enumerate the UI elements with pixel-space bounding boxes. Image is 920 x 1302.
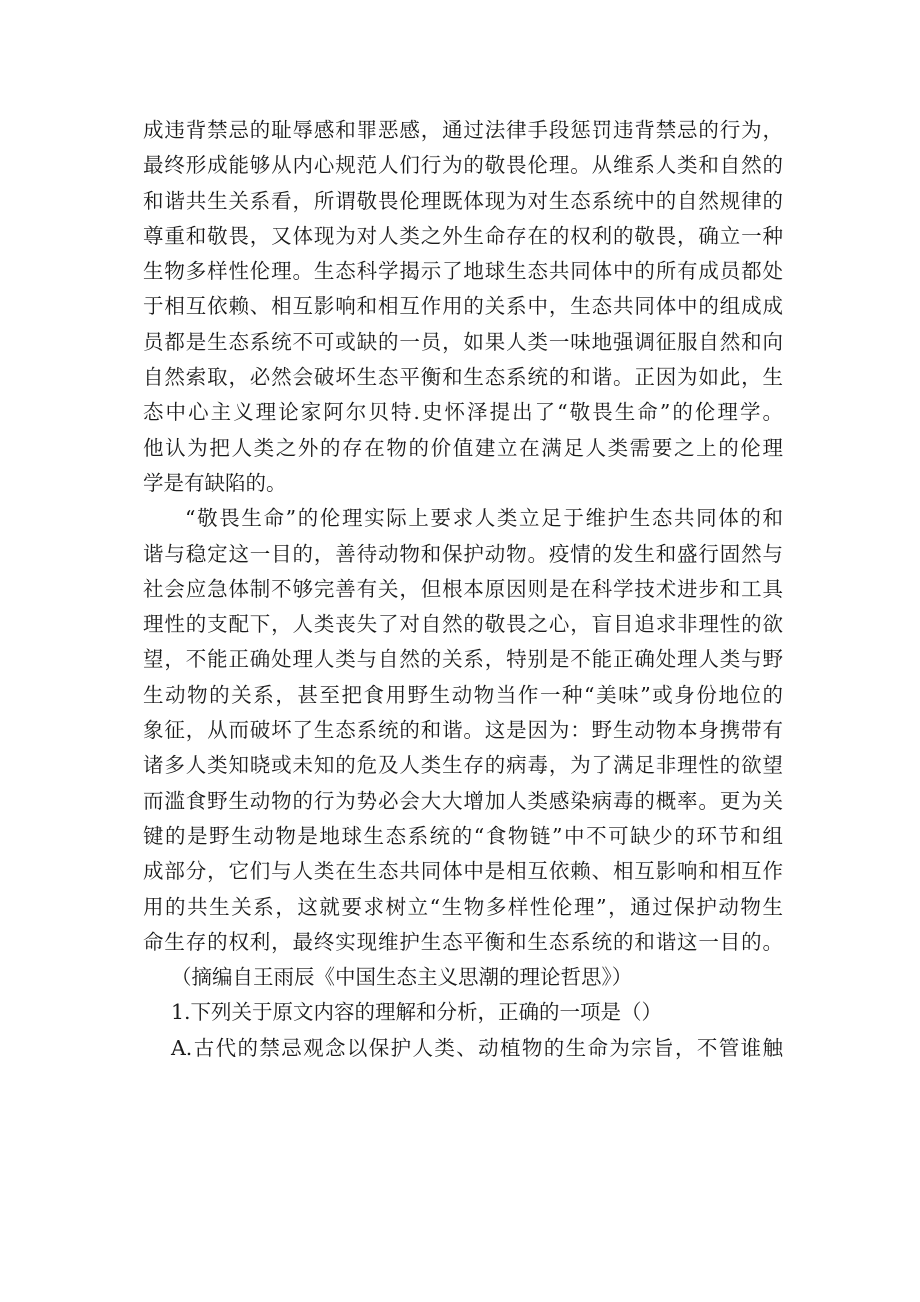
- paragraph-1: [143, 113, 783, 501]
- text-line: 员都是生态系统不可或缺的一员，如果人类一味地强调征服自然和向: [143, 329, 783, 354]
- body-text: [143, 113, 783, 1066]
- text-line: 和谐共生关系看，所谓敬畏伦理既体现为对生态系统中的自然规律的: [143, 188, 783, 213]
- text-line: 成部分，它们与人类在生态共同体中是相互依赖、相互影响和相互作: [143, 859, 783, 884]
- text-line: “敬畏生命”的伦理实际上要求人类立足于维护生态共同体的和: [185, 506, 783, 531]
- text-line: 社会应急体制不够完善有关，但根本原因则是在科学技术进步和工具: [143, 576, 783, 601]
- text-line: 生物多样性伦理。生态科学揭示了地球生态共同体中的所有成员都处: [143, 259, 783, 284]
- text-line: 尊重和敬畏，又体现为对人类之外生命存在的权利的敬畏，确立一种: [143, 223, 783, 248]
- text-line: 学是有缺陷的。: [143, 470, 287, 495]
- text-line: 自然索取，必然会破坏生态平衡和生态系统的和谐。正因为如此，生: [143, 365, 783, 390]
- text-line: 态中心主义理论家阿尔贝特.史怀泽提出了“敬畏生命”的伦理学。: [143, 400, 783, 425]
- text-line: 生动物的关系，甚至把食用野生动物当作一种“美味”或身份地位的: [143, 682, 783, 707]
- text-line: 而滥食野生动物的行为势必会大大增加人类感染病毒的概率。更为关: [143, 788, 783, 813]
- text-line: 于相互依赖、相互影响和相互作用的关系中，生态共同体中的组成成: [143, 294, 783, 319]
- question-stem: 1.下列关于原文内容的理解和分析，正确的一项是（）: [171, 1000, 663, 1025]
- text-line: 象征，从而破坏了生态系统的和谐。这是因为：野生动物本身携带有: [143, 718, 783, 743]
- text-line: 命生存的权利，最终实现维护生态平衡和生态系统的和谐这一目的。: [143, 929, 783, 954]
- paragraph-2: [143, 501, 783, 960]
- text-line: 望，不能正确处理人类与自然的关系，特别是不能正确处理人类与野: [143, 647, 783, 672]
- text-line: 最终形成能够从内心规范人们行为的敬畏伦理。从维系人类和自然的: [143, 153, 783, 178]
- text-line: 他认为把人类之外的存在物的价值建立在满足人类需要之上的伦理: [143, 435, 783, 460]
- text-line: 理性的支配下，人类丧失了对自然的敬畏之心，盲目追求非理性的欲: [143, 612, 783, 637]
- text-line: 谐与稳定这一目的，善待动物和保护动物。疫情的发生和盛行固然与: [143, 541, 783, 566]
- answer-option-a: A.古代的禁忌观念以保护人类、动植物的生命为宗旨，不管谁触: [171, 1035, 783, 1060]
- text-line: 键的是野生动物是地球生态系统的“食物链”中不可缺少的环节和组: [143, 823, 783, 848]
- text-line: 用的共生关系，这就要求树立“生物多样性伦理”，通过保护动物生: [143, 894, 783, 919]
- text-line: 诸多人类知晓或未知的危及人类生存的病毒，为了满足非理性的欲望: [143, 753, 783, 778]
- source-citation: （摘编自王雨辰《中国生态主义思潮的理论哲思》）: [171, 965, 633, 990]
- text-line: 成违背禁忌的耻辱感和罪恶感，通过法律手段惩罚违背禁忌的行为，: [143, 118, 783, 142]
